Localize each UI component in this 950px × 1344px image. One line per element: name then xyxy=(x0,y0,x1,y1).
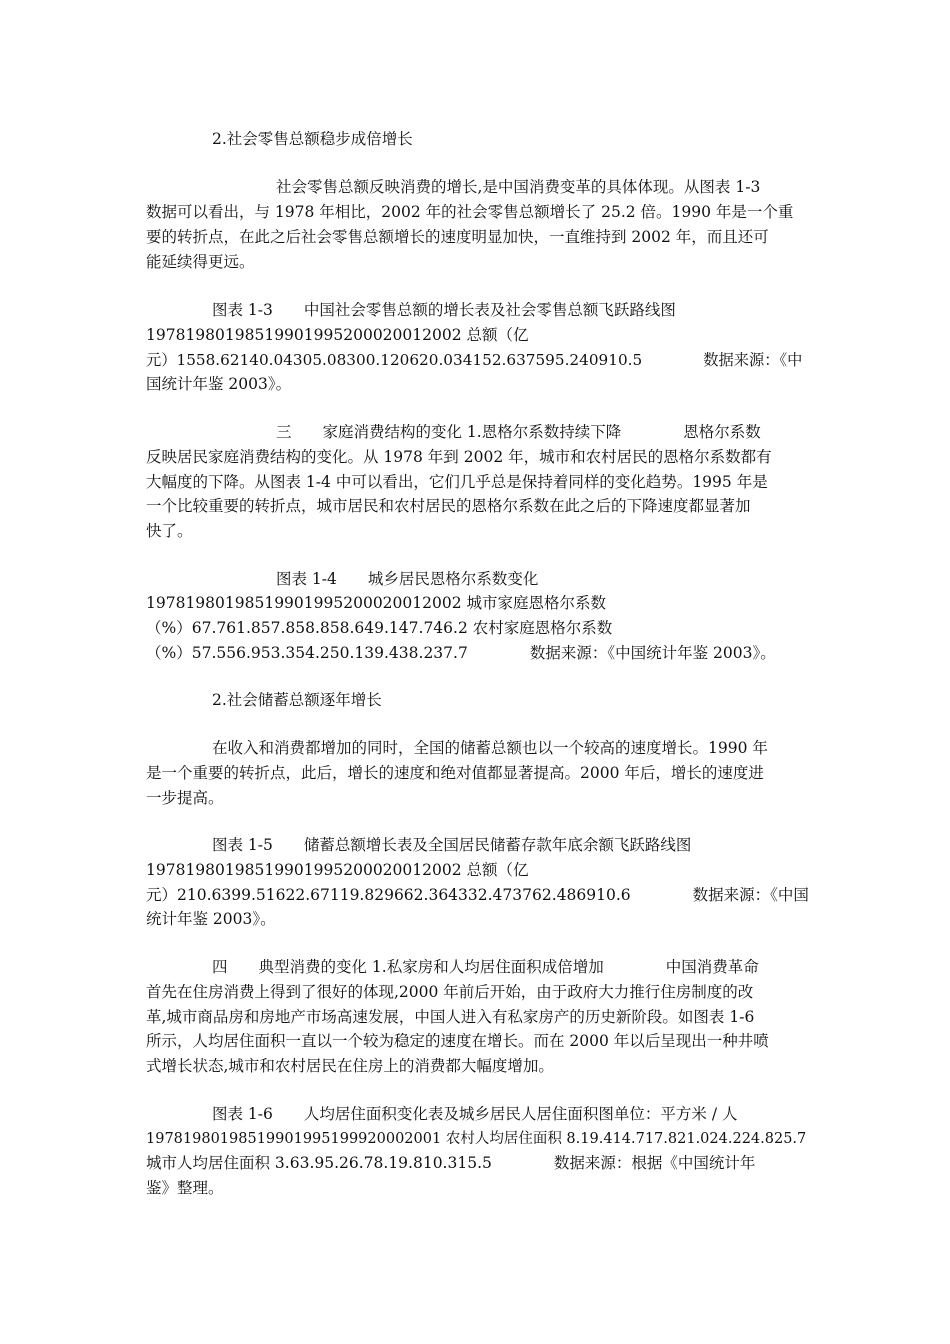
paragraph-housing-line-4: 所示，人均居住面积一直以一个较为稳定的速度在增长。而在 2000 年以后呈现出一种井喷 xyxy=(146,1032,769,1050)
figure-1-5-caption: 图表 1-5 储蓄总额增长表及全国居民储蓄存款年底余额飞跃路线图 xyxy=(212,836,692,854)
figure-1-4-caption: 图表 1-4 城乡居民恩格尔系数变化 xyxy=(276,570,539,588)
paragraph-savings-line-2: 是一个重要的转折点，此后，增长的速度和绝对值都显著提高。2000 年后，增长的速度进 xyxy=(146,764,764,782)
figure-1-6-data-line-2: 城市人均居住面积 3.63.95.26.78.19.810.315.5 数据来源：根据《中国统计年 xyxy=(146,1154,756,1172)
paragraph-engel-line-2: 反映居民家庭消费结构的变化。从 1978 年到 2002 年，城市和农村居民的恩格尔系数都有 xyxy=(146,448,772,466)
paragraph-engel-line-3: 大幅度的下降。从图表 1-4 中可以看出，它们几乎总是保持着同样的变化趋势。1995 年是 xyxy=(146,473,768,491)
paragraph-housing-line-1: 四 典型消费的变化 1.私家房和人均居住面积成倍增加 中国消费革命 xyxy=(212,958,759,976)
paragraph-retail-line-1: 社会零售总额反映消费的增长,是中国消费变革的具体体现。从图表 1-3 xyxy=(276,178,761,196)
figure-1-6-caption: 图表 1-6 人均居住面积变化表及城乡居民人居住面积图单位：平方米 / 人 xyxy=(212,1105,738,1123)
paragraph-housing-line-5: 式增长状态,城市和农村居民在住房上的消费都大幅度增加。 xyxy=(146,1057,554,1075)
figure-1-3-data-line-1: 19781980198519901995200020012002 总额（亿 xyxy=(146,326,529,344)
figure-1-6-data-line-1: 19781980198519901995199920002001 农村人均居住面积 8.19.414.717.821.024.224.825.7 xyxy=(146,1131,807,1147)
figure-1-5-data-line-1: 19781980198519901995200020012002 总额（亿 xyxy=(146,861,529,879)
figure-1-4-data-line-3: （%）57.556.953.354.250.139.438.237.7 数据来源：《中国统计年鉴 2003》。 xyxy=(146,644,776,662)
paragraph-engel-line-5: 快了。 xyxy=(146,522,193,540)
figure-1-3-caption: 图表 1-3 中国社会零售总额的增长表及社会零售总额飞跃路线图 xyxy=(212,301,676,319)
paragraph-retail-line-4: 能延续得更远。 xyxy=(146,253,255,271)
figure-1-3-source: 国统计年鉴 2003》。 xyxy=(146,375,292,393)
figure-1-5-source: 统计年鉴 2003》。 xyxy=(146,910,276,928)
section-heading-retail: 2.社会零售总额稳步成倍增长 xyxy=(212,130,413,148)
paragraph-savings-line-1: 在收入和消费都增加的同时，全国的储蓄总额也以一个较高的速度增长。1990 年 xyxy=(212,739,768,757)
paragraph-retail-line-3: 要的转折点，在此之后社会零售总额增长的速度明显加快，一直维持到 2002 年，而且还可 xyxy=(146,228,769,246)
paragraph-housing-line-3: 革,城市商品房和房地产市场高速发展，中国人进入有私家房产的历史新阶段。如图表 1-6 xyxy=(146,1008,755,1026)
paragraph-engel-line-4: 一个比较重要的转折点，城市居民和农村居民的恩格尔系数在此之后的下降速度都显著加 xyxy=(146,497,751,515)
section-heading-savings: 2.社会储蓄总额逐年增长 xyxy=(212,691,382,709)
figure-1-4-data-line-1: 19781980198519901995200020012002 城市家庭恩格尔系数 xyxy=(146,594,606,612)
paragraph-retail-line-2: 数据可以看出，与 1978 年相比，2002 年的社会零售总额增长了 25.2 倍。1990 年是一个重 xyxy=(146,203,794,221)
figure-1-3-data-line-2: 元）1558.62140.04305.08300.120620.034152.637595.240910.5 数据来源：《中 xyxy=(146,351,803,369)
paragraph-savings-line-3: 一步提高。 xyxy=(146,789,224,807)
paragraph-housing-line-2: 首先在住房消费上得到了很好的体现,2000 年前后开始，由于政府大力推行住房制度的改 xyxy=(146,983,754,1001)
figure-1-5-data-line-2: 元）210.6399.51622.67119.829662.364332.473762.486910.6 数据来源：《中国 xyxy=(146,886,809,904)
figure-1-6-source: 鉴》整理。 xyxy=(146,1179,224,1197)
figure-1-4-data-line-2: （%）67.761.857.858.858.649.147.746.2 农村家庭恩格尔系数 xyxy=(146,619,613,637)
paragraph-engel-line-1: 三 家庭消费结构的变化 1.恩格尔系数持续下降 恩格尔系数 xyxy=(276,423,761,441)
